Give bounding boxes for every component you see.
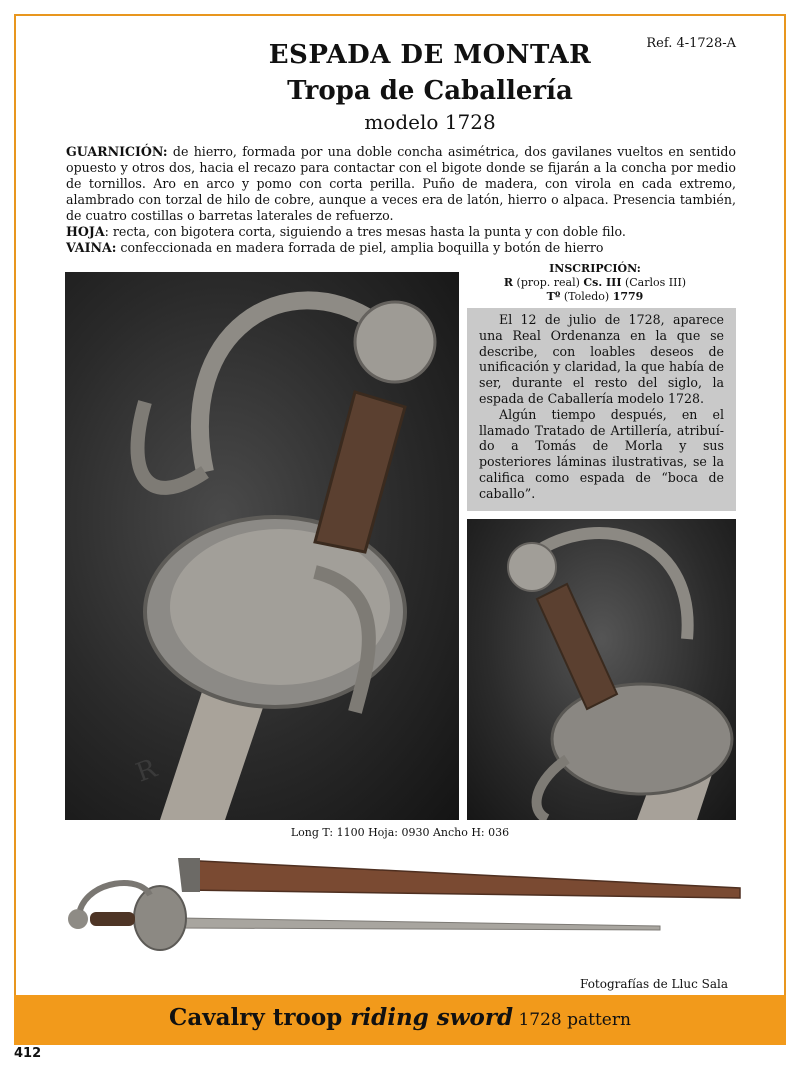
guarnicion-text: de hierro, formada por una doble concha asimétrica, dos gavilanes vueltos en sentido opuesto y otros dos, hacia el recazo para contactar con el bigote donde se fijarán a la concha por medio de tornillos. Aro en arco y pomo con corta perilla. Puño de madera, con virola en cada extremo, alambrado con torzal de hilo de cobre, aunque a veces era de latón, hierro o alpaca. Presencia también, de cuatro costillas o barretas laterales de refuerzo.	[66, 144, 736, 223]
hoja-text: : recta, con bigotera corta, siguiendo a tres mesas hasta la punta y con doble filo.	[104, 224, 626, 239]
inscription	[470, 262, 720, 304]
history-paragraph-1: El 12 de julio de 1728, aparece una Real Ordenanza en la que se describe, con loables deseos de unificación y claridad, la que había de ser, durante el resto del siglo, la espada de Caballería modelo 1728.	[479, 312, 724, 406]
full-shell	[134, 886, 186, 950]
full-sword-photo	[50, 850, 750, 970]
page-number: 412	[14, 1046, 42, 1061]
title-line-1: ESPADA DE MONTAR	[268, 40, 592, 70]
side-quillon	[537, 759, 567, 819]
hilt-photo-side	[467, 519, 736, 820]
inscription-line-2: Tº (Toledo) 1779	[546, 290, 644, 303]
inscription-heading: INSCRIPCIÓN:	[549, 262, 641, 275]
side-shell	[552, 684, 732, 794]
full-grip	[90, 912, 135, 926]
grip	[315, 392, 405, 552]
photo-credit: Fotografías de Lluc Sala	[580, 977, 728, 991]
hoja-label: HOJA	[66, 224, 105, 239]
guarnicion-label: GUARNICIÓN:	[66, 144, 168, 159]
footer-part-2: riding sword	[350, 1004, 514, 1031]
hilt-photo-main	[65, 272, 459, 820]
title-line-3: modelo 1728	[364, 110, 496, 134]
pommel	[355, 302, 435, 382]
scabbard-throat	[178, 858, 200, 892]
description	[66, 144, 736, 256]
footer-part-1: Cavalry troop	[169, 1004, 351, 1031]
footer-part-3: 1728 pattern	[513, 1010, 631, 1030]
history-paragraph-2: Algún tiempo después, en el llamado Tratado de Artillería, atribuído a Tomás de Morla y sus posteriores láminas ilustrativas, se la califica como espada de “boca de caballo”.	[479, 406, 724, 501]
history-box	[467, 308, 736, 511]
vaina-text: confeccionada en madera forrada de piel, amplia boquilla y botón de hierro	[116, 240, 604, 255]
hilt-side-illustration	[467, 519, 736, 820]
scabbard	[180, 860, 740, 898]
svg-text:R: R	[132, 753, 161, 789]
full-sword-illustration	[50, 850, 750, 970]
full-blade	[180, 918, 660, 930]
full-pommel	[68, 909, 88, 929]
dimensions: Long T: 1100 Hoja: 0930 Ancho H: 036	[290, 826, 510, 839]
title-line-2: Tropa de Caballería	[287, 76, 573, 106]
side-grip	[537, 584, 617, 709]
inscription-line-1: R (prop. real) Cs. III (Carlos III)	[503, 276, 687, 289]
side-pommel	[508, 543, 556, 591]
footer-banner	[14, 995, 786, 1045]
hilt-illustration	[65, 272, 459, 820]
reference-number: Ref. 4-1728-A	[646, 36, 736, 51]
vaina-label: VAINA:	[66, 240, 117, 255]
